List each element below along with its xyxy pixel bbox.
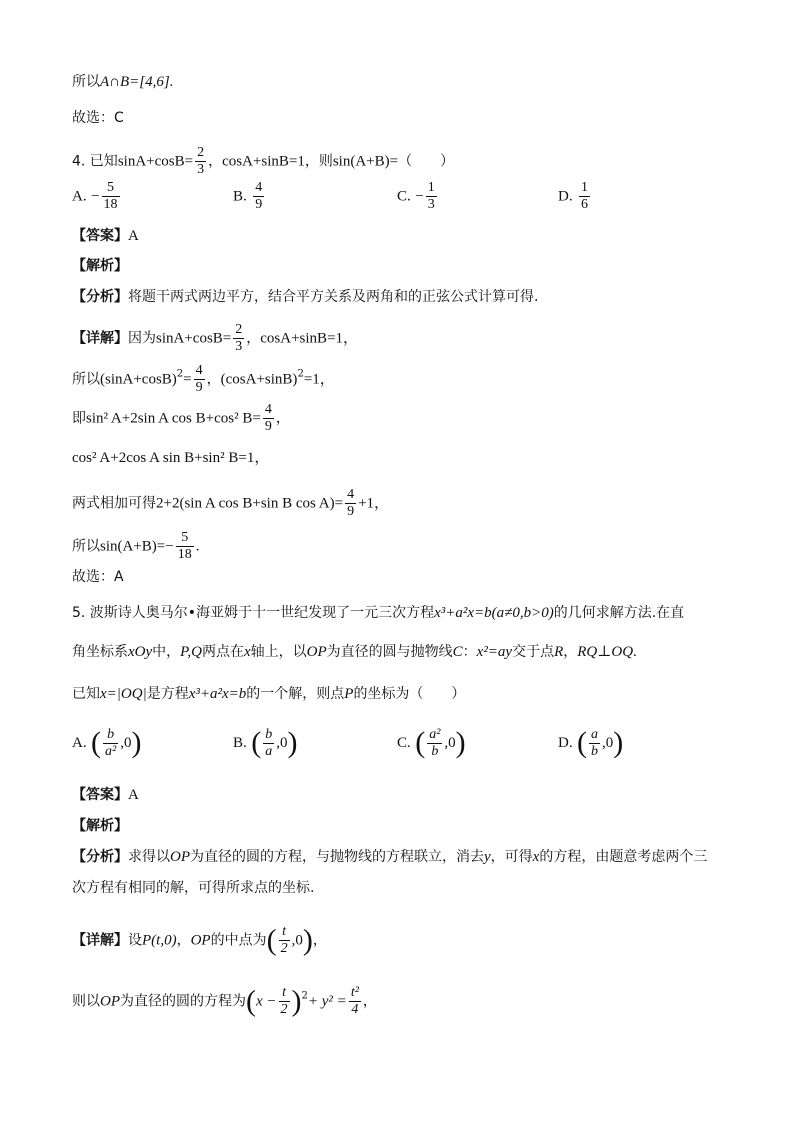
q4-choice: 故选：A xyxy=(72,569,124,585)
math: +1， xyxy=(358,495,390,512)
q4-step-1 xyxy=(72,322,358,355)
text: ： xyxy=(462,644,477,660)
fenxi-tag: 【分析】 xyxy=(72,849,128,865)
frac xyxy=(279,924,290,957)
frac-num: 4 xyxy=(264,402,272,417)
frac-den: 9 xyxy=(264,419,272,434)
option-label: D. xyxy=(558,735,573,751)
frac-den: a xyxy=(265,743,273,759)
frac xyxy=(233,322,244,355)
math: x²=ay xyxy=(476,644,513,660)
frac-num: 2 xyxy=(197,145,205,160)
q5-analysis-tag: 【解析】 xyxy=(72,818,128,834)
fenxi-text: 将题干两式两边平方，结合平方关系及两角和的正弦公式计算可得. xyxy=(128,289,539,305)
blank-paren: （ ） xyxy=(398,153,455,170)
frac-num: 5 xyxy=(176,530,194,547)
frac-den: a² xyxy=(105,743,117,759)
q4-number: 4. 已知 xyxy=(72,153,118,170)
q5-detail-1 xyxy=(72,924,327,957)
option-label: C. xyxy=(397,188,411,205)
text: 的一个解，则点 xyxy=(246,686,345,702)
paren-close: ) xyxy=(613,726,624,759)
frac-den: 2 xyxy=(280,941,288,956)
text: 两式相加可得 xyxy=(72,495,156,512)
math: x³+a²x=b(a≠0,b>0) xyxy=(434,605,554,621)
option-label: A. xyxy=(72,735,87,751)
option-frac xyxy=(426,180,437,213)
paren-close: ) xyxy=(455,726,466,759)
frac xyxy=(194,363,205,396)
math: x xyxy=(243,644,251,660)
math: x − xyxy=(256,993,277,1010)
option-frac xyxy=(427,727,442,760)
frac-den: b xyxy=(591,743,599,759)
q4-answer xyxy=(72,226,139,246)
frac-num: b xyxy=(265,726,273,742)
text: 交于点 xyxy=(512,644,555,660)
option-tail: ,0 xyxy=(602,735,614,751)
text: 角坐标系 xyxy=(72,644,128,660)
q5-fenxi-line1 xyxy=(72,847,707,867)
text: ， xyxy=(176,932,191,949)
text: 中， xyxy=(152,644,181,660)
math: y xyxy=(484,849,491,865)
frac-den: 2 xyxy=(280,1002,288,1017)
text: 所以 xyxy=(72,538,100,555)
frac-den: 3 xyxy=(427,197,435,212)
option-tail: ,0 xyxy=(444,735,456,751)
math: OP xyxy=(170,849,190,865)
frac-den: 9 xyxy=(255,197,263,212)
q5-option-d xyxy=(558,726,623,760)
q4-option-d xyxy=(558,180,592,213)
sep: ， xyxy=(246,330,261,347)
math: sinA+cosB= xyxy=(156,330,232,347)
math: . xyxy=(195,538,200,555)
math: OP xyxy=(190,932,211,949)
paren-close: ) xyxy=(302,923,313,957)
frac-den: 4 xyxy=(351,1002,359,1017)
text: ， xyxy=(563,644,578,660)
math: P xyxy=(344,686,354,702)
option-tail: ,0 xyxy=(120,735,132,751)
option-sign: − xyxy=(91,188,100,205)
q5-option-b xyxy=(233,726,297,760)
math: + y² = xyxy=(307,993,347,1010)
frac-num: 2 xyxy=(235,322,243,337)
q4-step-3 xyxy=(72,402,290,435)
prev-solution-line xyxy=(72,72,173,92)
text: 因为 xyxy=(128,330,156,347)
paren-open: ( xyxy=(246,984,256,1018)
frac-num: 4 xyxy=(195,363,203,378)
text: ， xyxy=(312,932,327,949)
paren-close: ) xyxy=(291,984,302,1018)
option-frac xyxy=(253,180,264,213)
option-sign: − xyxy=(415,188,424,205)
frac-num: 1 xyxy=(581,180,589,195)
frac xyxy=(263,402,274,435)
sup: 2 xyxy=(301,990,308,1002)
text: 所以 xyxy=(72,74,100,90)
paren-open: ( xyxy=(266,923,277,957)
frac-num: t² xyxy=(350,985,359,1000)
q5-answer xyxy=(72,785,139,805)
frac-den: 3 xyxy=(197,162,205,177)
q4-fenxi xyxy=(72,287,538,307)
math: R xyxy=(554,644,564,660)
text: 的坐标为（ ） xyxy=(353,686,466,702)
q4-eq1-frac xyxy=(195,145,206,178)
frac-den: 9 xyxy=(195,380,203,395)
text: . xyxy=(633,644,637,660)
paren-open: ( xyxy=(91,726,102,759)
answer-tag: 【答案】 xyxy=(72,787,128,803)
math: x³+a²x=b xyxy=(188,686,247,702)
frac-den: 6 xyxy=(581,197,589,212)
math: =1， xyxy=(303,371,335,388)
text: 则以 xyxy=(72,993,100,1010)
text: 两点在 xyxy=(201,644,244,660)
q4-step-6 xyxy=(72,530,199,563)
frac-num: a² xyxy=(429,726,441,742)
text: 即 xyxy=(72,410,86,427)
math: sin(A+B)=− xyxy=(100,538,174,555)
text: 已知 xyxy=(72,686,100,702)
math: sin² A+2sin A cos B+cos² B= xyxy=(86,410,261,427)
math: OP xyxy=(306,644,327,660)
text: 为直径的圆与抛物线 xyxy=(326,644,453,660)
text: 是方程 xyxy=(146,686,189,702)
fenxi-tag: 【分析】 xyxy=(72,289,128,305)
option-tail: ,0 xyxy=(276,735,288,751)
frac-num: t xyxy=(279,985,290,1002)
math: C xyxy=(452,644,463,660)
math: RQ⊥OQ xyxy=(577,644,634,660)
frac-den: 3 xyxy=(235,339,243,354)
q5-detail-2 xyxy=(72,985,377,1018)
sup: 2 xyxy=(176,368,184,380)
option-label: C. xyxy=(397,735,411,751)
math: x xyxy=(532,849,540,865)
q5-stem-line1 xyxy=(72,603,684,623)
text: 为直径的圆的方程为 xyxy=(120,993,246,1010)
frac-num: t xyxy=(279,924,290,941)
math: P(t,0) xyxy=(142,932,177,949)
q5-option-a xyxy=(72,726,142,760)
frac-num: b xyxy=(103,727,118,744)
option-frac xyxy=(579,180,590,213)
text: 5. 波斯诗人奥马尔•海亚姆于十一世纪发现了一元三次方程 xyxy=(72,605,435,621)
frac-den: 9 xyxy=(347,504,355,519)
frac xyxy=(176,530,194,563)
paren-close: ) xyxy=(131,726,142,759)
math: OP xyxy=(100,993,120,1010)
q4-analysis-tag: 【解析】 xyxy=(72,258,128,274)
option-label: A. xyxy=(72,188,87,205)
paren-close: ) xyxy=(287,726,298,759)
sep: ， xyxy=(275,410,290,427)
frac xyxy=(279,985,290,1018)
frac-num: 5 xyxy=(102,180,120,197)
q4-option-a xyxy=(72,180,122,213)
sup: 2 xyxy=(297,368,304,380)
math: xOy xyxy=(128,644,153,660)
frac-num: 4 xyxy=(347,487,355,502)
text: ，可得 xyxy=(490,849,533,865)
option-frac xyxy=(263,727,274,760)
math: P,Q xyxy=(180,644,202,660)
frac-den: 18 xyxy=(103,197,118,212)
frac xyxy=(349,985,361,1018)
q4-step-5 xyxy=(72,487,389,520)
math: 2+2(sin A cos B+sin B cos A)= xyxy=(156,495,344,512)
answer-value: A xyxy=(128,228,139,244)
math: (sinA+cosB) xyxy=(100,371,177,388)
prev-choice: 故选：C xyxy=(72,110,124,126)
q4-eq2: cosA+sinB=1 xyxy=(222,153,305,170)
xiangjie-tag: 【详解】 xyxy=(72,330,128,347)
frac-num: a xyxy=(591,726,599,742)
option-label: D. xyxy=(558,188,573,205)
math: = xyxy=(183,371,192,388)
q4-eq3: sin(A+B)= xyxy=(332,153,399,170)
frac-num: 1 xyxy=(427,180,435,195)
text: 求得以 xyxy=(128,849,170,865)
paren-open: ( xyxy=(251,726,262,759)
math: (cosA+sinB) xyxy=(220,371,298,388)
q4-stem xyxy=(72,145,454,178)
paren-open: ( xyxy=(415,726,426,759)
frac xyxy=(345,487,356,520)
q5-fenxi-line2: 次方程有相同的解，可得所求点的坐标. xyxy=(72,880,315,896)
text: 为直径的圆的方程，与抛物线的方程联立，消去 xyxy=(190,849,484,865)
text: 设 xyxy=(128,932,142,949)
math: cos² A+2cos A sin B+sin² B=1， xyxy=(72,450,270,466)
option-frac xyxy=(103,727,118,760)
frac-num: 4 xyxy=(255,180,263,195)
option-label: B. xyxy=(233,735,247,751)
paren-open: ( xyxy=(577,726,588,759)
q4-step-4 xyxy=(72,448,269,468)
option-frac xyxy=(102,180,120,213)
math: ,0 xyxy=(291,932,303,949)
option-label: B. xyxy=(233,188,247,205)
sep: ，则 xyxy=(304,153,333,170)
q5-stem-line3 xyxy=(72,684,465,704)
text: 的中点为 xyxy=(210,932,267,949)
math: x=|OQ| xyxy=(100,686,147,702)
sep: ， xyxy=(206,371,221,388)
option-frac xyxy=(589,727,600,760)
q4-option-c xyxy=(397,180,439,213)
math: cosA+sinB=1， xyxy=(260,330,359,347)
xiangjie-tag: 【详解】 xyxy=(72,932,128,949)
text: 轴上，以 xyxy=(250,644,307,660)
text: 的几何求解方法.在直 xyxy=(553,605,685,621)
text: 所以 xyxy=(72,371,100,388)
math-expr: A∩B=[4,6]. xyxy=(100,74,174,90)
q5-option-c xyxy=(397,726,466,760)
sep: ， xyxy=(208,153,223,170)
frac-den: b xyxy=(431,743,439,759)
text: 的方程，由题意考虑两个三 xyxy=(539,849,708,865)
q4-eq1: sinA+cosB= xyxy=(117,153,194,170)
answer-tag: 【答案】 xyxy=(72,228,128,244)
answer-value: A xyxy=(128,787,139,803)
q4-step-2 xyxy=(72,363,335,396)
frac-den: 18 xyxy=(177,547,192,562)
q4-option-b xyxy=(233,180,266,213)
text: ， xyxy=(362,993,377,1010)
q5-stem-line2 xyxy=(72,642,637,662)
